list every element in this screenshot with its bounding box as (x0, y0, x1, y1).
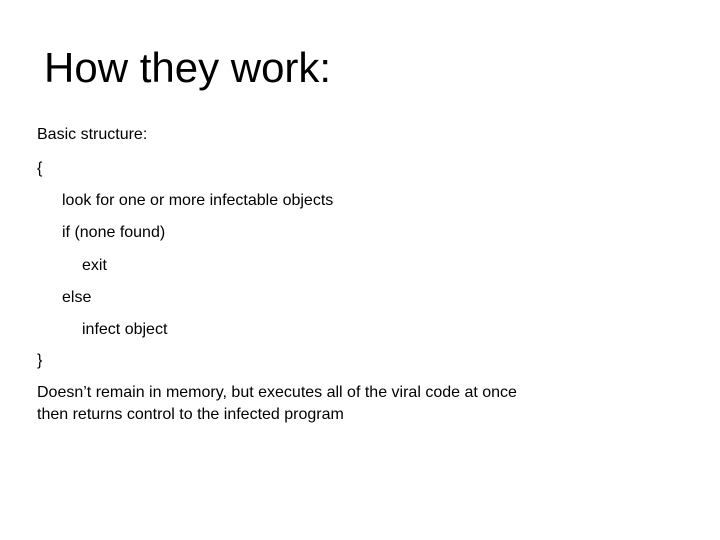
slide-title: How they work: (44, 44, 332, 91)
summary-line-1: Doesn’t remain in memory, but executes all of the viral code at once (37, 384, 517, 401)
summary-paragraph (37, 382, 657, 426)
code-line-if: if (none found) (62, 224, 166, 241)
close-brace: } (37, 352, 43, 369)
code-line-look: look for one or more infectable objects (62, 192, 334, 209)
intro-text: Basic structure: (37, 126, 148, 143)
summary-line-2: then returns control to the infected program (37, 406, 344, 423)
code-line-else: else (62, 289, 92, 306)
open-brace: { (37, 160, 43, 177)
code-line-exit: exit (82, 257, 107, 274)
code-line-infect: infect object (82, 321, 168, 338)
